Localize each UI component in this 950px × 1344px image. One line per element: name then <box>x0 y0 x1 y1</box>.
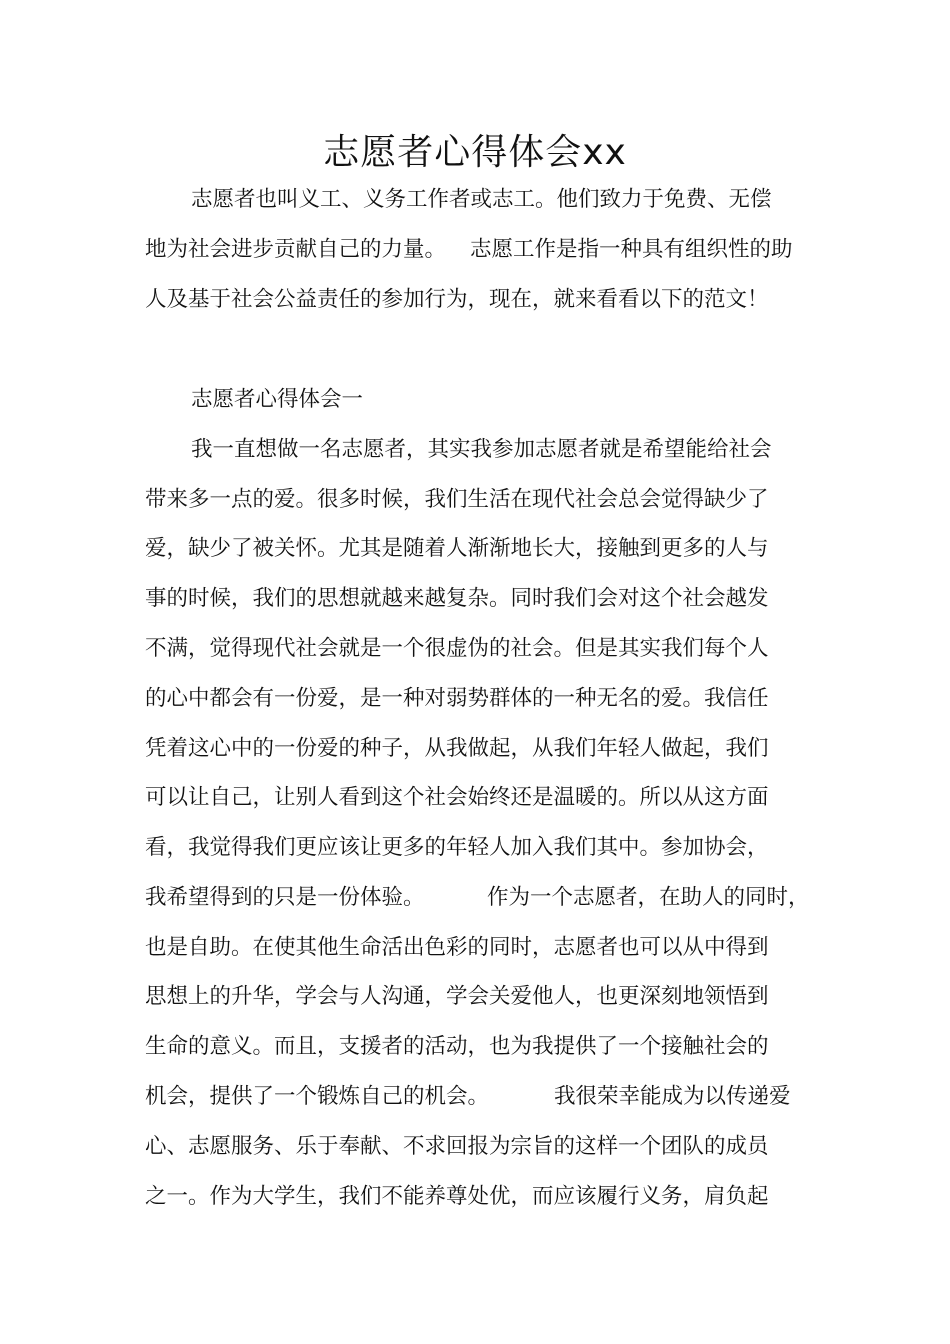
text-line <box>0 634 950 664</box>
section-heading <box>0 385 950 415</box>
text-line-content: 作为一个志愿者，在助人的同时， <box>487 885 810 910</box>
text-line <box>0 534 950 564</box>
text-line-content: 志愿工作是指一种具有组织性的助 <box>470 237 793 262</box>
text-line <box>0 185 950 215</box>
text-line <box>0 235 950 265</box>
text-line-content: 事的时候，我们的思想就越来越复杂。同时我们会对这个社会越发 <box>145 586 769 611</box>
section-heading-text: 志愿者心得体会一 <box>191 387 364 412</box>
text-line <box>0 1082 950 1112</box>
text-line <box>0 584 950 614</box>
text-line-content: 志愿者也叫义工、义务工作者或志工。他们致力于免费、无偿 <box>191 187 772 212</box>
text-line-content: 人及基于社会公益责任的参加行为，现在，就来看看以下的范文！ <box>145 287 769 312</box>
text-line-content: 思想上的升华，学会与人沟通，学会关爱他人，也更深刻地领悟到 <box>145 984 769 1009</box>
text-line-content: 可以让自己，让别人看到这个社会始终还是温暖的。所以从这方面 <box>145 785 769 810</box>
text-line-content: 地为社会进步贡献自己的力量。 <box>145 237 447 262</box>
text-line <box>0 1032 950 1062</box>
text-line <box>0 485 950 515</box>
text-line-content: 我希望得到的只是一份体验。 <box>145 885 425 910</box>
text-line <box>0 933 950 963</box>
text-line <box>0 783 950 813</box>
text-line-content: 看，我觉得我们更应该让更多的年轻人加入我们其中。参加协会， <box>145 835 769 860</box>
text-line-content: 机会，提供了一个锻炼自己的机会。 <box>145 1084 490 1109</box>
text-line-content: 爱，缺少了被关怀。尤其是随着人渐渐地长大，接触到更多的人与 <box>145 536 769 561</box>
text-line <box>0 1132 950 1162</box>
text-line <box>0 1182 950 1212</box>
text-line-content: 不满，觉得现代社会就是一个很虚伪的社会。但是其实我们每个人 <box>145 636 769 661</box>
text-line-content: 之一。作为大学生，我们不能养尊处优，而应该履行义务，肩负起 <box>145 1184 769 1209</box>
text-line-content: 心、志愿服务、乐于奉献、不求回报为宗旨的这样一个团队的成员 <box>145 1134 769 1159</box>
text-line-content: 带来多一点的爱。很多时候，我们生活在现代社会总会觉得缺少了 <box>145 487 769 512</box>
text-line-content: 我很荣幸能成为以传递爱 <box>554 1084 791 1109</box>
text-line <box>0 435 950 465</box>
text-line-content: 我一直想做一名志愿者，其实我参加志愿者就是希望能给社会 <box>191 437 772 462</box>
document-title: 志愿者心得体会xx <box>323 132 627 173</box>
text-line <box>0 833 950 863</box>
text-line <box>0 684 950 714</box>
text-line <box>0 734 950 764</box>
text-line <box>0 982 950 1012</box>
text-line-content: 的心中都会有一份爱，是一种对弱势群体的一种无名的爱。我信任 <box>145 686 769 711</box>
text-line-content: 生命的意义。而且，支援者的活动，也为我提供了一个接触社会的 <box>145 1034 769 1059</box>
text-line <box>0 285 950 315</box>
text-line-content: 凭着这心中的一份爱的种子，从我做起，从我们年轻人做起，我们 <box>145 736 769 761</box>
text-line-content: 也是自助。在使其他生命活出色彩的同时，志愿者也可以从中得到 <box>145 935 769 960</box>
text-line <box>0 883 950 913</box>
